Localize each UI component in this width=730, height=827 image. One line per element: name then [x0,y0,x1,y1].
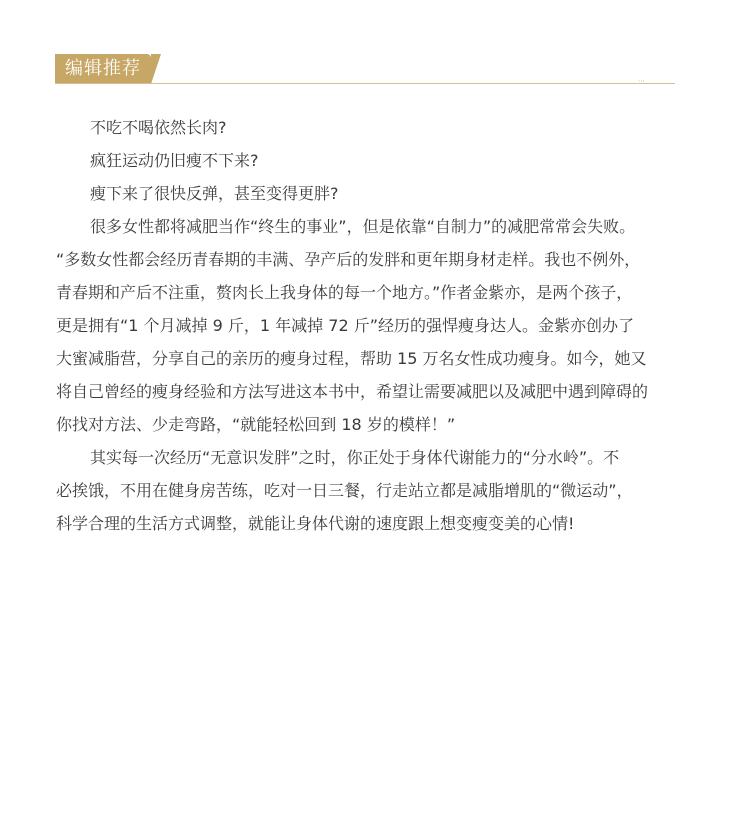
text-line: 疯狂运动仍旧瘦不下来? [90,151,259,170]
text-line: 不吃不喝依然长肉? [90,118,227,137]
text-line: 瘦下来了很快反弹，甚至变得更胖? [90,184,339,203]
text-line: 必挨饿，不用在健身房苦练，吃对一日三餐，行走站立都是减脂增肌的“微运动”， [56,481,633,500]
text-line: 你找对方法、少走弯路，“就能轻松回到 18 岁的模样！” [56,415,456,434]
text-line: “多数女性都会经历青春期的丰满、孕产后的发胖和更年期身材走样。我也不例外， [56,250,641,269]
section-title-tab [55,54,151,84]
text-line: 科学合理的生活方式调整，就能让身体代谢的速度跟上想变瘦变美的心情! [56,514,575,533]
tab-corner-decoration [151,54,161,84]
section-title: 编辑推荐 [65,58,141,79]
text-line: 很多女性都将减肥当作“终生的事业”，但是依靠“自制力”的减肥常常会失败。 [90,217,636,236]
text-line: 将自己曾经的瘦身经验和方法写进这本书中，希望让需要减肥以及减肥中遇到障碍的 [56,382,649,401]
text-line: 大蜜减脂营，分享自己的亲历的瘦身过程，帮助 15 万名女性成功瘦身。如今，她又 [56,349,647,368]
text-line: 青春期和产后不注重，赘肉长上我身体的每一个地方。”作者金紫亦，是两个孩子， [56,283,633,302]
dots-ornament-icon: ⋯ [638,77,645,85]
header-divider [55,83,675,84]
article-body [56,111,678,540]
text-line: 其实每一次经历“无意识发胖”之时，你正处于身体代谢能力的“分水岭”。不 [90,448,620,467]
section-header [55,54,675,86]
text-line: 更是拥有“1 个月减掉 9 斤，1 年减掉 72 斤”经历的强悍瘦身达人。金紫亦创办了 [56,316,634,335]
